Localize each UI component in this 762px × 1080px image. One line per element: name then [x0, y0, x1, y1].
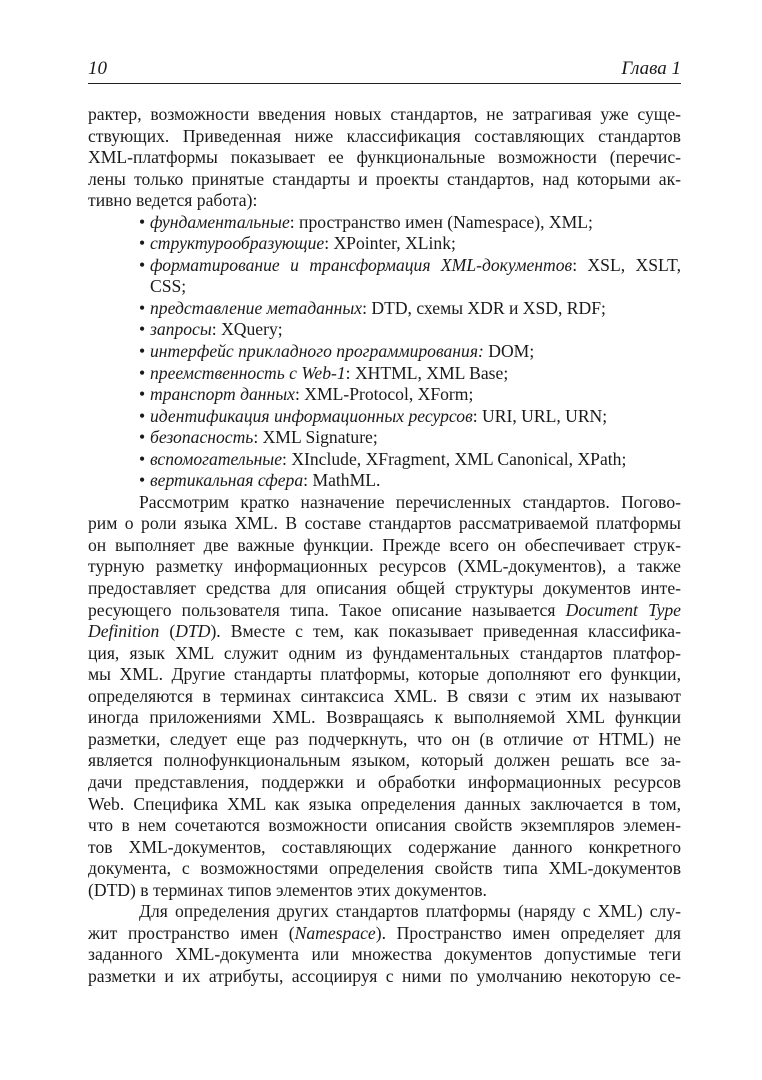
list-item [88, 341, 681, 363]
text-line [88, 341, 681, 363]
text-run: Для определения других стандартов платформы (наряду с XML) слу- [139, 901, 681, 922]
text-run: DOM; [483, 341, 535, 362]
text-run: : DTD, схемы XDR и XSD, RDF; [362, 297, 606, 318]
text-line [88, 750, 681, 772]
bullet-icon: • [139, 427, 146, 448]
text-line [88, 147, 681, 169]
text-line [88, 406, 681, 428]
list-item [88, 319, 681, 341]
bullet-icon: • [139, 319, 146, 340]
text-run: : MathML. [303, 470, 381, 491]
list-item [88, 449, 681, 471]
text-line [88, 556, 681, 578]
list-item [88, 212, 681, 234]
italic-text: транспорт данных [150, 384, 295, 405]
text-line [88, 212, 681, 234]
italic-text: запросы [150, 319, 212, 340]
text-line [88, 944, 681, 966]
text-run: турную разметку информационных ресурсов (XML-документов), а также [88, 556, 681, 577]
text-run: (DTD) в терминах типов элементов этих документов. [88, 879, 487, 900]
chapter-title: Глава 1 [621, 58, 681, 79]
text-run: : XML Signature; [253, 427, 378, 448]
text-line [88, 966, 681, 988]
text-run: предоставляет средства для описания общей структуры документов инте- [88, 578, 681, 599]
text-run: Рассмотрим кратко назначение перечисленных стандартов. Погово- [139, 491, 681, 512]
text-run: : XHTML, XML Base; [345, 362, 509, 383]
text-run: заданного XML-документа или множества документов допустимые теги [88, 944, 681, 965]
text-run: мы XML. Другие стандарты платформы, которые дополняют его функции, [88, 664, 681, 685]
italic-text: фундаментальные [150, 211, 290, 232]
text-run: тов XML-документов, составляющих содержание данного конкретного [88, 836, 681, 857]
text-line [88, 664, 681, 686]
text-line [88, 880, 681, 902]
text-run: ция, язык XML служит одним из фундаментальных стандартов платфор- [88, 642, 681, 663]
text-run: ). Вместе с тем, как показывает приведенная классифика- [210, 621, 681, 642]
text-line [88, 513, 681, 535]
text-run: Web. Специфика XML как языка определения данных заключается в том, [88, 793, 681, 814]
italic-text: представление метаданных [150, 297, 363, 318]
text-run: : XInclude, XFragment, XML Canonical, XPath; [282, 448, 627, 469]
text-line [88, 707, 681, 729]
text-line [88, 449, 681, 471]
page-number: 10 [88, 58, 107, 79]
list-item [88, 233, 681, 255]
list-item [88, 384, 681, 406]
text-line [88, 600, 681, 622]
text-line [88, 126, 681, 148]
text-line [88, 772, 681, 794]
text-run: жит пространство имен ( [88, 922, 295, 943]
text-line [88, 794, 681, 816]
text-line [88, 686, 681, 708]
list-item [88, 470, 681, 492]
header-rule [88, 83, 681, 84]
text-run: : XSL, XSLT, [572, 254, 681, 275]
running-header [88, 58, 681, 82]
text-run: рактер, возможности введения новых стандартов, не затрагивая уже суще- [88, 104, 681, 124]
text-line [88, 729, 681, 751]
list-item [88, 298, 681, 320]
text-line [88, 233, 681, 255]
italic-text: преемственность с Web-1 [150, 362, 346, 383]
text-line [88, 535, 681, 557]
text-run: разметки, следует еще раз подчеркнуть, что он (в отличие от HTML) не [88, 728, 681, 749]
bullet-icon: • [139, 341, 146, 362]
text-run: тивно ведется работа): [88, 190, 258, 211]
italic-text: идентификация информационных ресурсов [150, 405, 473, 426]
text-run: рим о роли языка XML. В составе стандартов рассматриваемой платформы [88, 513, 681, 534]
text-line [88, 255, 681, 277]
text-run: XML-платформы показывает ее функциональные возможности (перечис- [88, 147, 681, 168]
text-run: ресующего пользователя типа. Такое описание называется [88, 599, 566, 620]
text-line [88, 104, 681, 126]
text-run: : пространство имен (Namespace), XML; [289, 211, 593, 232]
text-line [88, 492, 681, 514]
text-line [88, 923, 681, 945]
italic-text: форматирование и трансформация XML-документов [150, 254, 573, 275]
paragraph [88, 104, 681, 212]
bullet-icon: • [139, 233, 146, 254]
text-line [88, 384, 681, 406]
text-run: разметки и их атрибуты, ассоциируя с ними по умолчанию некоторую се- [88, 965, 681, 986]
text-line [88, 363, 681, 385]
italic-text: вертикальная сфера [150, 470, 304, 491]
italic-text: Definition [88, 621, 160, 642]
page-body [88, 104, 681, 987]
text-run: документа, с возможностями определения свойств типа XML-документов [88, 858, 681, 879]
text-run: что в нем сочетаются возможности описания свойств экземпляров элемен- [88, 815, 681, 836]
italic-text: безопасность [150, 427, 254, 448]
bullet-icon: • [139, 448, 146, 469]
bullet-icon: • [139, 362, 146, 383]
text-run: : URI, URL, URN; [472, 405, 608, 426]
italic-text: интерфейс прикладного программирования: [150, 341, 484, 362]
bullet-icon: • [139, 297, 146, 318]
text-run: является полнофункциональным языком, который должен решать все за- [88, 750, 681, 771]
text-line [88, 643, 681, 665]
bullet-icon: • [139, 211, 146, 232]
text-run: ствующих. Приведенная ниже классификация составляющих стандартов [88, 125, 681, 146]
paragraph [88, 901, 681, 987]
text-run: иногда приложениями XML. Возвращаясь к выполняемой XML функции [88, 707, 681, 728]
text-run: он выполняет две важные функции. Прежде всего он обеспечивает струк- [88, 534, 681, 555]
text-run: CSS; [150, 276, 187, 297]
text-run: дачи представления, поддержки и обработки информационных ресурсов [88, 771, 681, 792]
bullet-icon: • [139, 405, 146, 426]
bullet-icon: • [139, 254, 146, 275]
text-line [88, 276, 681, 298]
text-run: ( [159, 621, 176, 642]
text-line [88, 578, 681, 600]
text-line [88, 901, 681, 923]
text-line [88, 427, 681, 449]
text-line [88, 169, 681, 191]
text-run: : XQuery; [211, 319, 283, 340]
text-line [88, 858, 681, 880]
list-item [88, 363, 681, 385]
text-run: ). Пространство имен определяет для [375, 922, 682, 943]
text-run: лены только принятые стандарты и проекты стандартов, над которыми ак- [88, 168, 681, 189]
italic-text: DTD [175, 621, 211, 642]
bullet-list [88, 212, 681, 492]
text-run: : XPointer, XLink; [324, 233, 456, 254]
text-line [88, 815, 681, 837]
italic-text: Namespace [294, 922, 376, 943]
list-item [88, 406, 681, 428]
text-run: определяются в терминах синтаксиса XML. В связи с этим их называют [88, 685, 681, 706]
list-item [88, 427, 681, 449]
italic-text: вспомогательные [150, 448, 283, 469]
paragraph [88, 492, 681, 901]
italic-text: структурообразующие [150, 233, 325, 254]
text-run: : XML-Protocol, XForm; [294, 384, 474, 405]
text-line [88, 319, 681, 341]
text-line [88, 621, 681, 643]
bullet-icon: • [139, 384, 146, 405]
text-line [88, 470, 681, 492]
bullet-icon: • [139, 470, 146, 491]
text-line [88, 837, 681, 859]
italic-text: Document Type [565, 599, 681, 620]
text-line [88, 190, 681, 212]
text-line [88, 298, 681, 320]
list-item [88, 255, 681, 298]
